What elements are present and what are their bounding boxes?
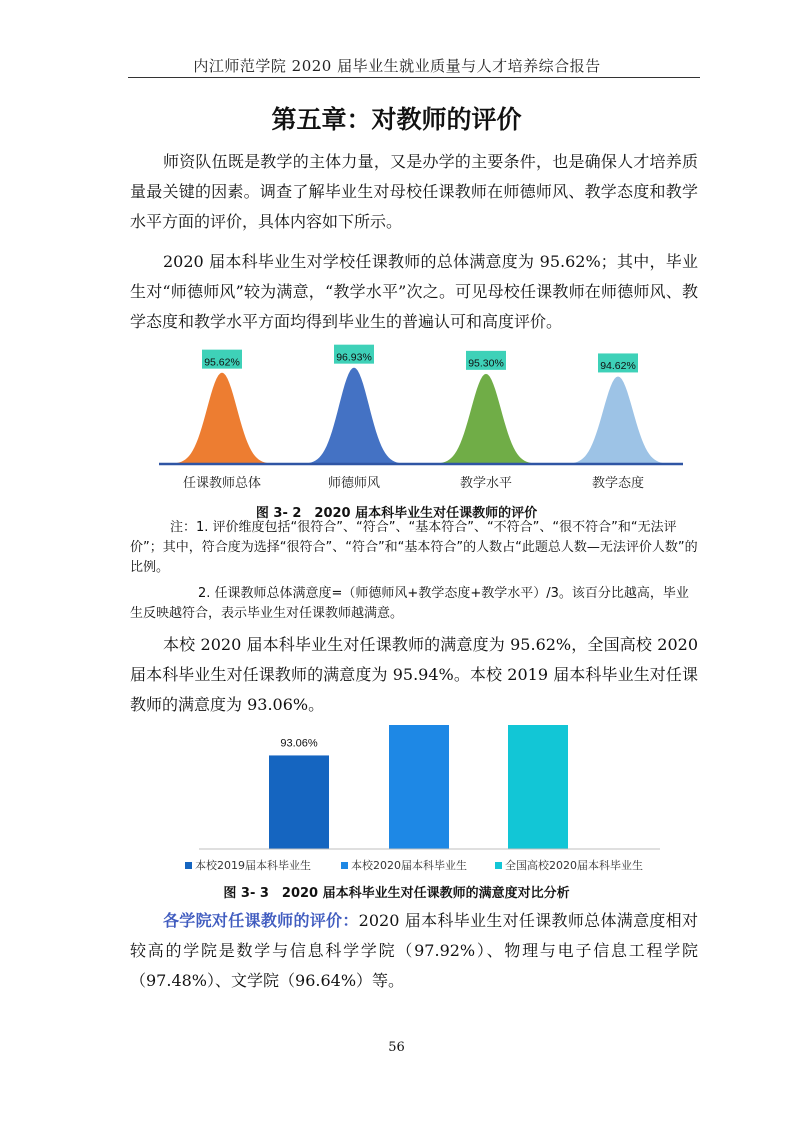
category-label-1: 任课教师总体 xyxy=(182,476,262,491)
satisfaction-comparison-chart xyxy=(175,725,665,880)
note-2: 2. 任课教师总体满意度=（师德师风+教学态度+教学水平）/3。该百分比越高，毕业生反映越符合，表示毕业生对任课教师越满意。 xyxy=(130,586,689,621)
figure-3-2-caption: 图 3- 2 2020 届本科毕业生对任课教师的评价 xyxy=(255,506,538,521)
category-label-3: 教学水平 xyxy=(459,476,513,491)
note-1: 注：1. 评价维度包括“很符合”、“符合”、“基本符合”、“不符合”、“很不符合”和“无法评价”；其中，符合度为选择“很符合”、“符合”和“基本符合”的人数占“此题总人数—无法评价人数”的比例。 xyxy=(130,520,698,575)
header-rule xyxy=(128,77,700,78)
category-label-4: 教学态度 xyxy=(591,476,645,491)
page-number: 56 xyxy=(388,1040,405,1055)
paragraph-comparison: 本校 2020 届本科毕业生对任课教师的满意度为 95.62%，全国高校 2020 届本科毕业生对任课教师的满意度为 95.94%。本校 2019 届本科毕业生对任课教师的满意度为 93.06%。 xyxy=(130,635,698,714)
legend-label-1: 本校2019届本科毕业生 xyxy=(195,859,311,872)
legend-label-2: 本校2020届本科毕业生 xyxy=(351,859,467,872)
peak-3 xyxy=(431,374,541,464)
peak-1 xyxy=(167,373,277,464)
peak-4 xyxy=(563,376,673,463)
peak-value-label-1: 95.62% xyxy=(204,356,240,369)
peak-2 xyxy=(299,368,409,464)
legend-swatch-1 xyxy=(185,862,192,869)
peak-value-label-2: 96.93% xyxy=(336,351,372,364)
bar-3 xyxy=(508,725,568,849)
legend-label-3: 全国高校2020届本科毕业生 xyxy=(505,859,643,872)
chapter-title: 第五章：对教师的评价 xyxy=(271,105,522,134)
running-header: 内江师范学院 2020 届毕业生就业质量与人才培养综合报告 xyxy=(193,57,601,75)
bar-1 xyxy=(269,755,329,849)
teacher-evaluation-chart xyxy=(155,340,685,498)
bar-value-label-1: 93.06% xyxy=(280,737,318,750)
legend-swatch-3 xyxy=(495,862,502,869)
paragraph-colleges xyxy=(130,906,698,996)
figure-3-3-caption: 图 3- 3 2020 届本科毕业生对任课教师的满意度对比分析 xyxy=(223,886,570,901)
legend-swatch-2 xyxy=(341,862,348,869)
colleges-body: 2020 届本科毕业生对任课教师总体满意度相对较高的学院是数学与信息科学学院（97.92%）、物理与电子信息工程学院（97.48%）、文学院（96.64%）等。 xyxy=(130,911,698,990)
colleges-lead: 各学院对任课教师的评价： xyxy=(163,911,359,930)
paragraph-intro: 师资队伍既是教学的主体力量，又是办学的主要条件，也是确保人才培养质量最关键的因素。调查了解毕业生对母校任课教师在师德师风、教学态度和教学水平方面的评价，具体内容如下所示。 xyxy=(130,152,698,231)
peak-value-label-4: 94.62% xyxy=(600,360,636,373)
category-label-2: 师德师风 xyxy=(327,476,381,491)
paragraph-overall-satisfaction: 2020 届本科毕业生对学校任课教师的总体满意度为 95.62%；其中，毕业生对“师德师风”较为满意，“教学水平”次之。可见母校任课教师在师德师风、教学态度和教学水平方面均得到毕业生的普遍认可和高度评价。 xyxy=(130,252,698,331)
peak-value-label-3: 95.30% xyxy=(468,357,504,370)
bar-2 xyxy=(389,725,449,849)
